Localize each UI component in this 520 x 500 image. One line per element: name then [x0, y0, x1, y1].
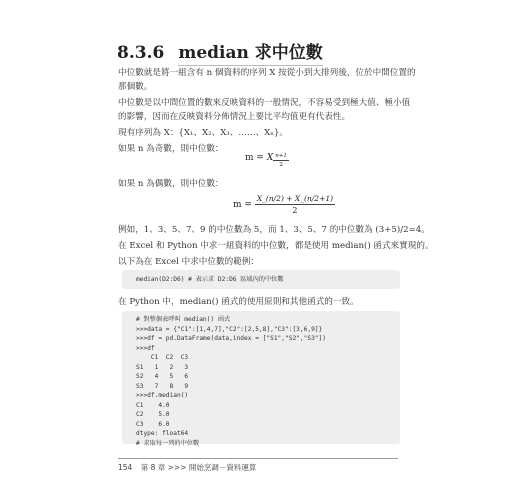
formula-odd-subscript [273, 153, 289, 168]
page-footer [118, 462, 256, 473]
section-number: 8.3.6 [117, 43, 165, 63]
formula-even [233, 194, 335, 215]
formula-even-denominator: 2 [292, 206, 298, 215]
section-heading [117, 38, 323, 63]
paragraph-odd-case: 如果 n 為奇數，則中位數： [118, 144, 224, 154]
paragraph-even-case: 如果 n 為偶數，則中位數： [118, 179, 224, 189]
footer-rule [118, 458, 398, 459]
formula-odd-sub-denominator: 2 [279, 162, 283, 168]
formula-odd-sub-numerator: n+1 [275, 153, 287, 159]
formula-odd-lhs: m = [245, 153, 264, 163]
section-title: median 求中位數 [178, 43, 322, 66]
chapter-title: 第 8 章 >>> 開始烹調－資料運算 [140, 463, 257, 472]
formula-odd-var: X [266, 153, 274, 163]
formula-even-fraction [255, 194, 335, 215]
paragraph-meaning-line1: 中位數是以中間位置的數來反映資料的一般情況，不容易受到極大值、極小值 [118, 98, 411, 108]
excel-code-block [122, 270, 400, 289]
paragraph-definition-line2: 那個數。 [118, 82, 153, 92]
excel-code: median(D2:D6) # 表示求 D2:D6 區域內的中位數 [136, 276, 284, 283]
paragraph-definition-line1: 中位數就是將一組含有 n 個資料的序列 X 按從小到大排列後，位於中間位置的 [118, 68, 416, 78]
paragraph-meaning-line2: 的影響，因而在反映資料分佈情況上要比平均值更有代表性。 [118, 112, 351, 122]
page-number: 154 [118, 463, 133, 472]
paragraph-excel-intro: 以下為在 Excel 中求中位數的範例： [118, 257, 259, 267]
python-code: # 對整個表呼叫 median() 函式 >>>data = {"C1":[1,4,7],"C2":[2,5,8],"C3":[3,6,9]} >>>df = pd.DataFrame(data,index = ["S1","S2","S3"]) >>>df C1 C2 C3 S1 1 2 3 S2 4 5 6 S3 7 8 9 >>>df.median() C1 4.0 C2 5.0 C3 6.0 dtype: float64 # 求取每一列的中位數 [136, 316, 326, 447]
paragraph-excel-python: 在 Excel 和 Python 中求一組資料的中位數，都是使用 median() 函式來實現的。 [118, 241, 434, 251]
python-code-block [122, 311, 400, 447]
formula-odd [245, 153, 289, 168]
paragraph-sequence: 現有序列為 X：{X₁、X₂、X₃、……、Xₙ}。 [118, 128, 289, 138]
formula-even-numerator: X_(n/2) + X_(n/2+1) [256, 194, 334, 203]
paragraph-python-intro: 在 Python 中，median() 函式的使用原則和其他函式的一致。 [118, 297, 359, 307]
paragraph-example: 例如，1、3、5、7、9 的中位數為 5，而 1、3、5、7 的中位數為 (3+5)/2=4。 [118, 225, 430, 235]
formula-even-lhs: m = [233, 200, 252, 210]
